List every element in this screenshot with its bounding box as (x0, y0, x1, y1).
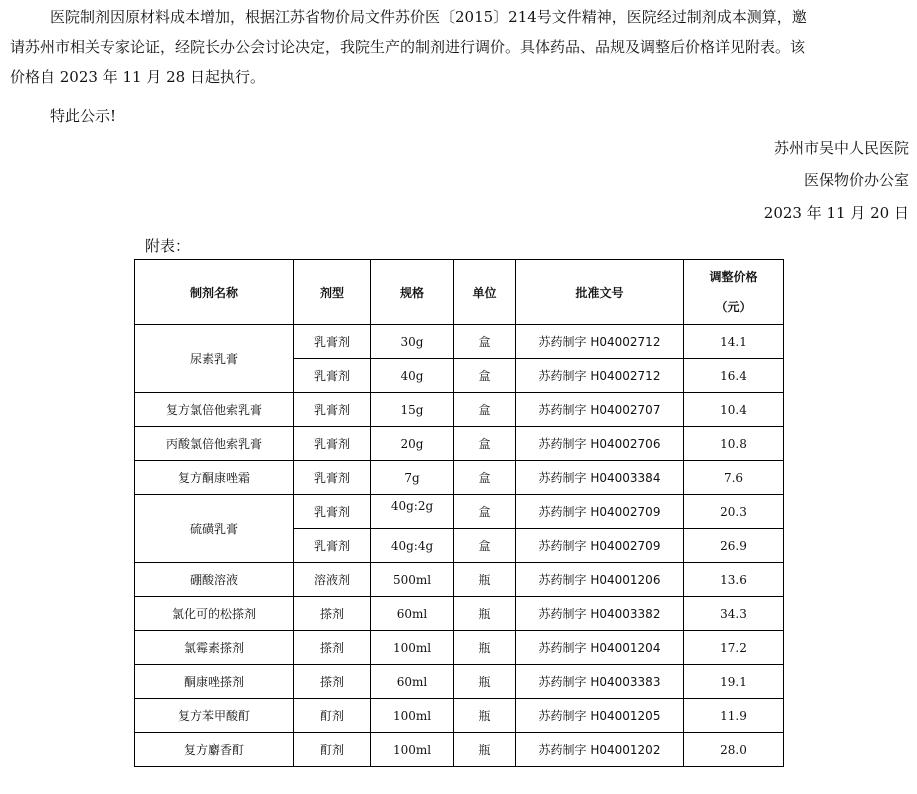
cell-form: 乳膏剂 (294, 325, 371, 359)
table-header-row (135, 260, 784, 325)
cell-unit: 瓶 (454, 631, 516, 665)
cell-form: 乳膏剂 (294, 359, 371, 393)
cell-price: 17.2 (684, 631, 784, 665)
table-row (135, 563, 784, 597)
cell-form: 酊剂 (294, 733, 371, 767)
cell-form: 搽剂 (294, 631, 371, 665)
table-row (135, 461, 784, 495)
cell-form: 乳膏剂 (294, 393, 371, 427)
cell-spec: 7g (371, 461, 454, 495)
cell-name: 复方麝香酊 (135, 733, 294, 767)
cell-spec: 40g (371, 359, 454, 393)
cell-price: 14.1 (684, 325, 784, 359)
notice-line-1: 医院制剂因原材料成本增加，根据江苏省物价局文件苏价医〔2015〕214号文件精神，医院经过制剂成本测算，邀 (50, 8, 807, 26)
cell-price: 11.9 (684, 699, 784, 733)
table-caption: 附表： (145, 237, 191, 255)
cell-name: 复方氯倍他索乳膏 (135, 393, 294, 427)
cell-unit: 瓶 (454, 699, 516, 733)
table-row (135, 427, 784, 461)
header-form: 剂型 (294, 260, 371, 325)
cell-approval: 苏药制字 H04001204 (516, 631, 684, 665)
cell-approval: 苏药制字 H04002712 (516, 359, 684, 393)
notice-line-2: 请苏州市相关专家论证，经院长办公会讨论决定，我院生产的制剂进行调价。具体药品、品规及调整后价格详见附表。该 (10, 38, 806, 56)
cell-name: 硫磺乳膏 (135, 495, 294, 563)
cell-name: 氯化可的松搽剂 (135, 597, 294, 631)
header-unit: 单位 (454, 260, 516, 325)
cell-unit: 瓶 (454, 597, 516, 631)
cell-unit: 瓶 (454, 563, 516, 597)
cell-approval: 苏药制字 H04002707 (516, 393, 684, 427)
signature-date: 2023 年 11 月 20 日 (763, 204, 909, 222)
table-row (135, 393, 784, 427)
cell-unit: 盒 (454, 495, 516, 529)
cell-form: 乳膏剂 (294, 461, 371, 495)
table-row (135, 597, 784, 631)
cell-approval: 苏药制字 H04002709 (516, 529, 684, 563)
cell-spec (371, 495, 454, 529)
cell-form: 搽剂 (294, 597, 371, 631)
cell-spec: 100ml (371, 733, 454, 767)
cell-spec: 15g (371, 393, 454, 427)
cell-unit: 盒 (454, 393, 516, 427)
header-price (684, 260, 784, 325)
notice-closing: 特此公示! (50, 107, 117, 125)
header-name: 制剂名称 (135, 260, 294, 325)
cell-price: 16.4 (684, 359, 784, 393)
cell-approval: 苏药制字 H04003383 (516, 665, 684, 699)
table-row (135, 733, 784, 767)
table-row (135, 699, 784, 733)
cell-spec: 20g (371, 427, 454, 461)
cell-form: 酊剂 (294, 699, 371, 733)
notice-paragraph (10, 2, 910, 92)
cell-unit: 盒 (454, 461, 516, 495)
table-row (135, 495, 784, 529)
cell-spec: 40g:4g (371, 529, 454, 563)
cell-spec: 100ml (371, 631, 454, 665)
signature-org: 苏州市吴中人民医院 (773, 139, 909, 157)
cell-name: 丙酸氯倍他索乳膏 (135, 427, 294, 461)
cell-approval: 苏药制字 H04003382 (516, 597, 684, 631)
cell-approval: 苏药制字 H04002709 (516, 495, 684, 529)
cell-approval: 苏药制字 H04001206 (516, 563, 684, 597)
cell-spec: 60ml (371, 597, 454, 631)
cell-price: 10.8 (684, 427, 784, 461)
cell-name: 复方酮康唑霜 (135, 461, 294, 495)
cell-approval: 苏药制字 H04002712 (516, 325, 684, 359)
cell-form: 搽剂 (294, 665, 371, 699)
cell-name: 氯霉素搽剂 (135, 631, 294, 665)
table-row (135, 665, 784, 699)
cell-unit: 盒 (454, 427, 516, 461)
cell-unit: 瓶 (454, 665, 516, 699)
cell-price: 26.9 (684, 529, 784, 563)
cell-form: 乳膏剂 (294, 495, 371, 529)
cell-spec: 500ml (371, 563, 454, 597)
cell-name: 复方苯甲酸酊 (135, 699, 294, 733)
cell-unit: 瓶 (454, 733, 516, 767)
notice-line-3: 价格自 2023 年 11 月 28 日起执行。 (10, 68, 265, 86)
cell-name: 硼酸溶液 (135, 563, 294, 597)
cell-spec: 60ml (371, 665, 454, 699)
cell-price: 28.0 (684, 733, 784, 767)
cell-spec: 30g (371, 325, 454, 359)
cell-unit: 盒 (454, 359, 516, 393)
table-row (135, 325, 784, 359)
cell-approval: 苏药制字 H04003384 (516, 461, 684, 495)
cell-price: 34.3 (684, 597, 784, 631)
header-price-line1: 调整价格 (709, 270, 758, 284)
header-price-line2: （元） (715, 300, 752, 314)
cell-approval: 苏药制字 H04002706 (516, 427, 684, 461)
cell-form: 乳膏剂 (294, 427, 371, 461)
table-row (135, 631, 784, 665)
cell-form: 乳膏剂 (294, 529, 371, 563)
cell-price: 7.6 (684, 461, 784, 495)
header-approval: 批准文号 (516, 260, 684, 325)
header-spec: 规格 (371, 260, 454, 325)
cell-name: 尿素乳膏 (135, 325, 294, 393)
cell-price: 19.1 (684, 665, 784, 699)
cell-form: 溶液剂 (294, 563, 371, 597)
cell-spec-text: 40g:2g (390, 498, 434, 513)
cell-price: 10.4 (684, 393, 784, 427)
cell-unit: 盒 (454, 529, 516, 563)
signature-dept: 医保物价办公室 (803, 171, 909, 189)
cell-unit: 盒 (454, 325, 516, 359)
cell-approval: 苏药制字 H04001202 (516, 733, 684, 767)
cell-price: 20.3 (684, 495, 784, 529)
cell-price: 13.6 (684, 563, 784, 597)
price-table (134, 259, 784, 767)
cell-approval: 苏药制字 H04001205 (516, 699, 684, 733)
cell-spec: 100ml (371, 699, 454, 733)
cell-name: 酮康唑搽剂 (135, 665, 294, 699)
